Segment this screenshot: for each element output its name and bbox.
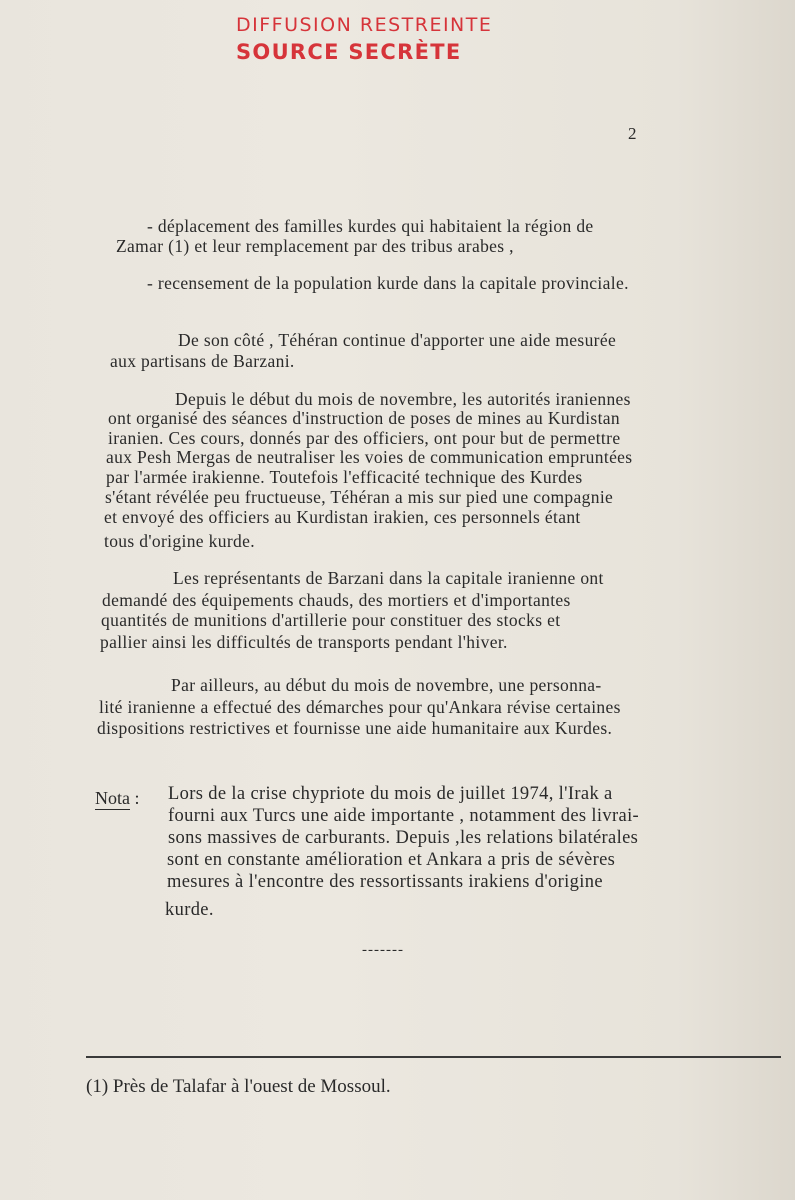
body-line: Zamar (1) et leur remplacement par des tribus arabes , — [116, 236, 514, 256]
nota-label-text: Nota — [95, 788, 130, 808]
body-line: De son côté , Téhéran continue d'apporter une aide mesurée — [178, 330, 617, 350]
body-line: dispositions restrictives et fournisse une aide humanitaire aux Kurdes. — [97, 718, 613, 738]
body-line: aux Pesh Mergas de neutraliser les voies de communication empruntées — [106, 447, 633, 467]
body-line: Depuis le début du mois de novembre, les autorités iraniennes — [175, 389, 631, 409]
body-line: - recensement de la population kurde dans la capitale provinciale. — [147, 273, 629, 293]
nota-line: mesures à l'encontre des ressortissants irakiens d'origine — [167, 872, 603, 892]
footnote-rule — [86, 1056, 781, 1058]
body-line: - déplacement des familles kurdes qui habitaient la région de — [147, 216, 594, 236]
body-line: s'étant révélée peu fructueuse, Téhéran a mis sur pied une compagnie — [105, 487, 614, 507]
body-line: quantités de munitions d'artillerie pour constituer des stocks et — [101, 610, 561, 630]
body-line: et envoyé des officiers au Kurdistan irakien, ces personnels étant — [104, 507, 581, 527]
body-line: Les représentants de Barzani dans la capitale iranienne ont — [173, 568, 604, 588]
body-line: demandé des équipements chauds, des mortiers et d'importantes — [102, 590, 571, 610]
nota-label — [95, 788, 140, 809]
nota-line: sont en constante amélioration et Ankara a pris de sévères — [167, 850, 616, 870]
footnote: (1) Près de Talafar à l'ouest de Mossoul. — [86, 1076, 391, 1097]
nota-line: kurde. — [165, 900, 214, 920]
nota-line: fourni aux Turcs une aide importante , notamment des livrai- — [168, 806, 640, 826]
stamp-diffusion-restreinte: DIFFUSION RESTREINTE — [236, 14, 493, 36]
body-line: tous d'origine kurde. — [104, 531, 255, 551]
body-line: aux partisans de Barzani. — [110, 351, 295, 371]
nota-colon: : — [130, 788, 140, 808]
page-number: 2 — [628, 124, 637, 143]
body-line: ont organisé des séances d'instruction de poses de mines au Kurdistan — [108, 408, 621, 428]
body-line: par l'armée irakienne. Toutefois l'efficacité technique des Kurdes — [106, 467, 583, 487]
body-line: pallier ainsi les difficultés de transports pendant l'hiver. — [100, 632, 508, 652]
stamp-source-secrete: SOURCE SECRÈTE — [236, 40, 462, 64]
body-line: iranien. Ces cours, donnés par des officiers, ont pour but de permettre — [108, 428, 621, 448]
body-line: lité iranienne a effectué des démarches pour qu'Ankara révise certaines — [99, 697, 621, 717]
separator-dashes: ------- — [362, 942, 404, 958]
nota-line: sons massives de carburants. Depuis ,les relations bilatérales — [168, 828, 639, 848]
body-line: Par ailleurs, au début du mois de novembre, une personna- — [171, 675, 602, 695]
nota-line: Lors de la crise chypriote du mois de juillet 1974, l'Irak a — [168, 784, 613, 804]
